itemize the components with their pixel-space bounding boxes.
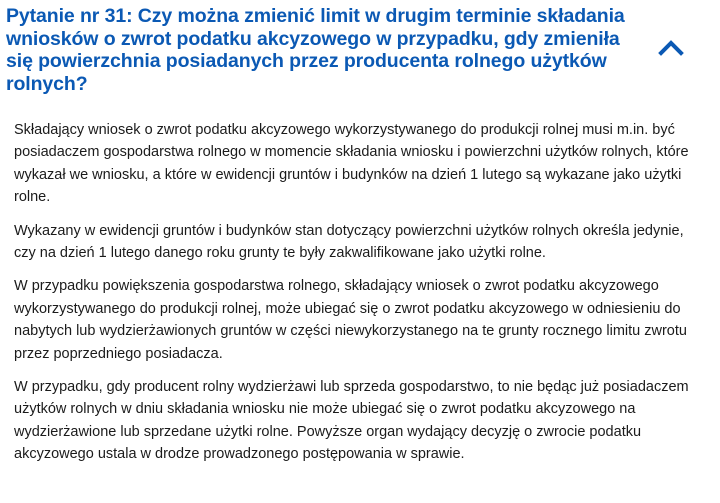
answer-paragraph: Wykazany w ewidencji gruntów i budynków stan dotyczący powierzchni użytków rolnych określa jedynie, czy na dzień 1 lutego danego roku grunty te były zakwalifikowane jako użytki rolne. — [14, 222, 684, 262]
chevron-up-icon[interactable] — [656, 34, 686, 60]
faq-question-title[interactable]: Pytanie nr 31: Czy można zmienić limit w drugim terminie składania wniosków o zwrot podatku akcyzowego w przypadku, gdy zmieniła się powierzchnia posiadanych przez producenta rolnego użytków rolnych? — [6, 5, 625, 95]
faq-question-header[interactable] — [0, 0, 720, 110]
faq-answer — [14, 119, 704, 477]
answer-paragraph: W przypadku, gdy producent rolny wydzierżawi lub sprzeda gospodarstwo, to nie będąc już posiadaczem użytków rolnych w dniu składania wniosku nie może ubiegać się o zwrot podatku akcyzowego na wydzierżawione lub sprzedane użytki rolne. Powyższe organ wydający decyzję o zwrocie podatku akcyzowego ustala w drodze prowadzonego postępowania w sprawie. — [14, 379, 689, 463]
answer-paragraph: Składający wniosek o zwrot podatku akcyzowego wykorzystywanego do produkcji rolnej musi m.in. być posiadaczem gospodarstwa rolnego w momencie składania wniosku i powierzchni użytków rolnych, które wykazał we wniosku, a które w ewidencji gruntów i budynków na dzień 1 lutego są wykazane jako użytki rolne. — [14, 122, 689, 206]
answer-paragraph: W przypadku powiększenia gospodarstwa rolnego, składający wniosek o zwrot podatku akcyzowego wykorzystywanego do produkcji rolnej, może ubiegać się o zwrot podatku akcyzowego w odniesieniu do nabytych lub wydzierżawionych gruntów w części niewykorzystanego na te grunty rocznego limitu zwrotu przez poprzedniego posiadacza. — [14, 278, 687, 362]
